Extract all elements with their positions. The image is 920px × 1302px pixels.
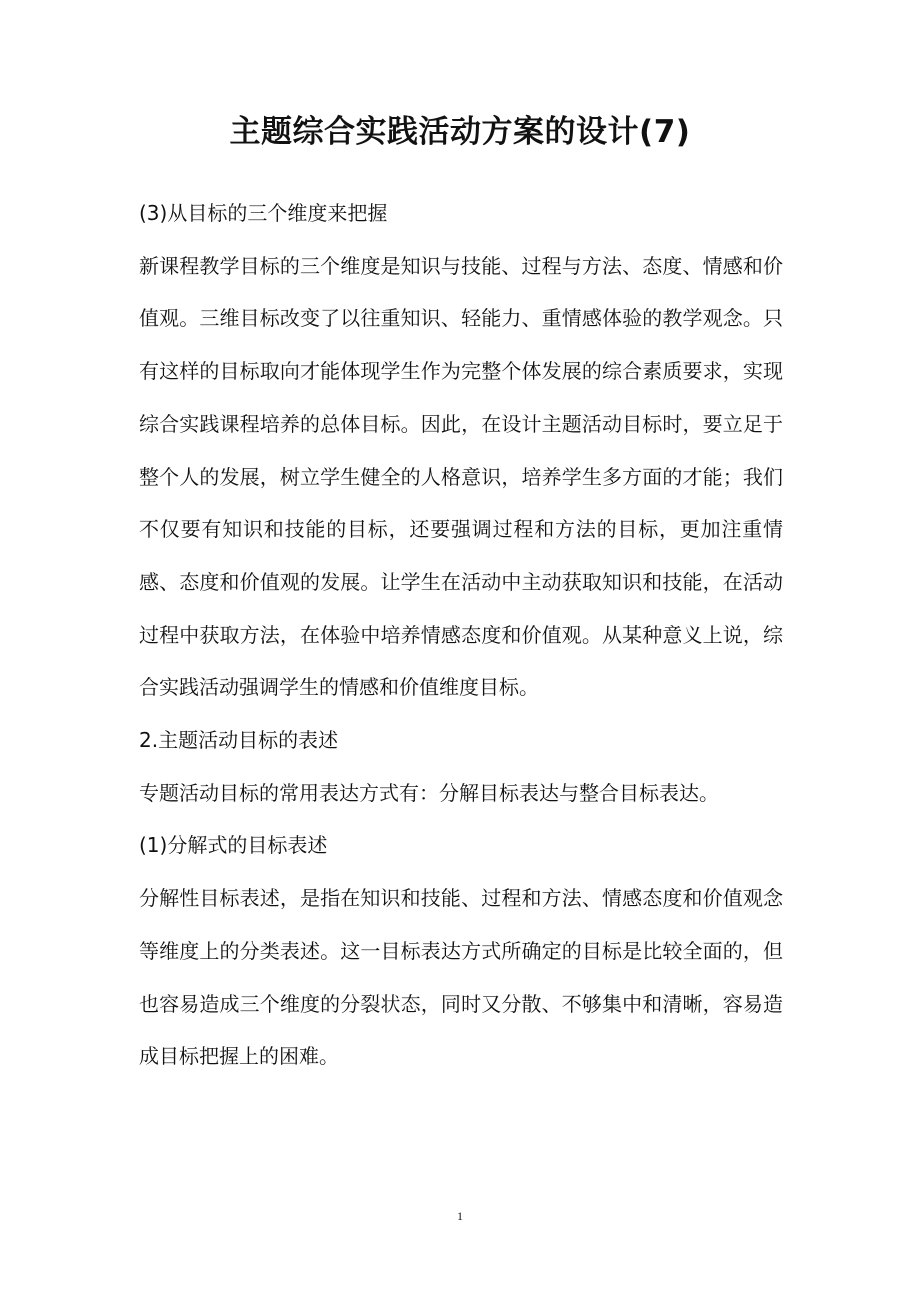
page-number: 1 (457, 1209, 463, 1223)
section-heading-decomposed-expression: (1)分解式的目标表述 (139, 833, 328, 858)
section-heading-goal-expression: 2.主题活动目标的表述 (139, 728, 339, 753)
document-title: 主题综合实践活动方案的设计(7) (229, 114, 691, 150)
section-heading-three-dimensions: (3)从目标的三个维度来把握 (139, 201, 388, 225)
paragraph-three-dimensions: 新课程教学目标的三个维度是知识与技能、过程与方法、态度、情感和价值观。三维目标改变了以往重知识、轻能力、重情感体验的教学观念。只有这样的目标取向才能体现学生作为完整个体发展的综合素质要求，实现综合实践课程培养的总体目标。因此，在设计主题活动目标时，要立足于整个人的发展，树立学生健全的人格意识，培养学生多方面的才能；我们不仅要有知识和技能的目标，还要强调过程和方法的目标，更加注重情感、态度和价值观的发展。让学生在活动中主动获取知识和技能，在活动过程中获取方法，在体验中培养情感态度和价值观。从某种意义上说，综合实践活动强调学生的情感和价值维度目标。 (139, 253, 783, 700)
document-body (139, 187, 783, 1083)
paragraph-decomposed-expression: 分解性目标表述，是指在知识和技能、过程和方法、情感态度和价值观念等维度上的分类表述。这一目标表达方式所确定的目标是比较全面的，但也容易造成三个维度的分裂状态，同时又分散、不够集中和清晰，容易造成目标把握上的困难。 (139, 886, 783, 1069)
paragraph-expression-methods: 专题活动目标的常用表达方式有：分解目标表达与整合目标表达。 (139, 780, 719, 805)
